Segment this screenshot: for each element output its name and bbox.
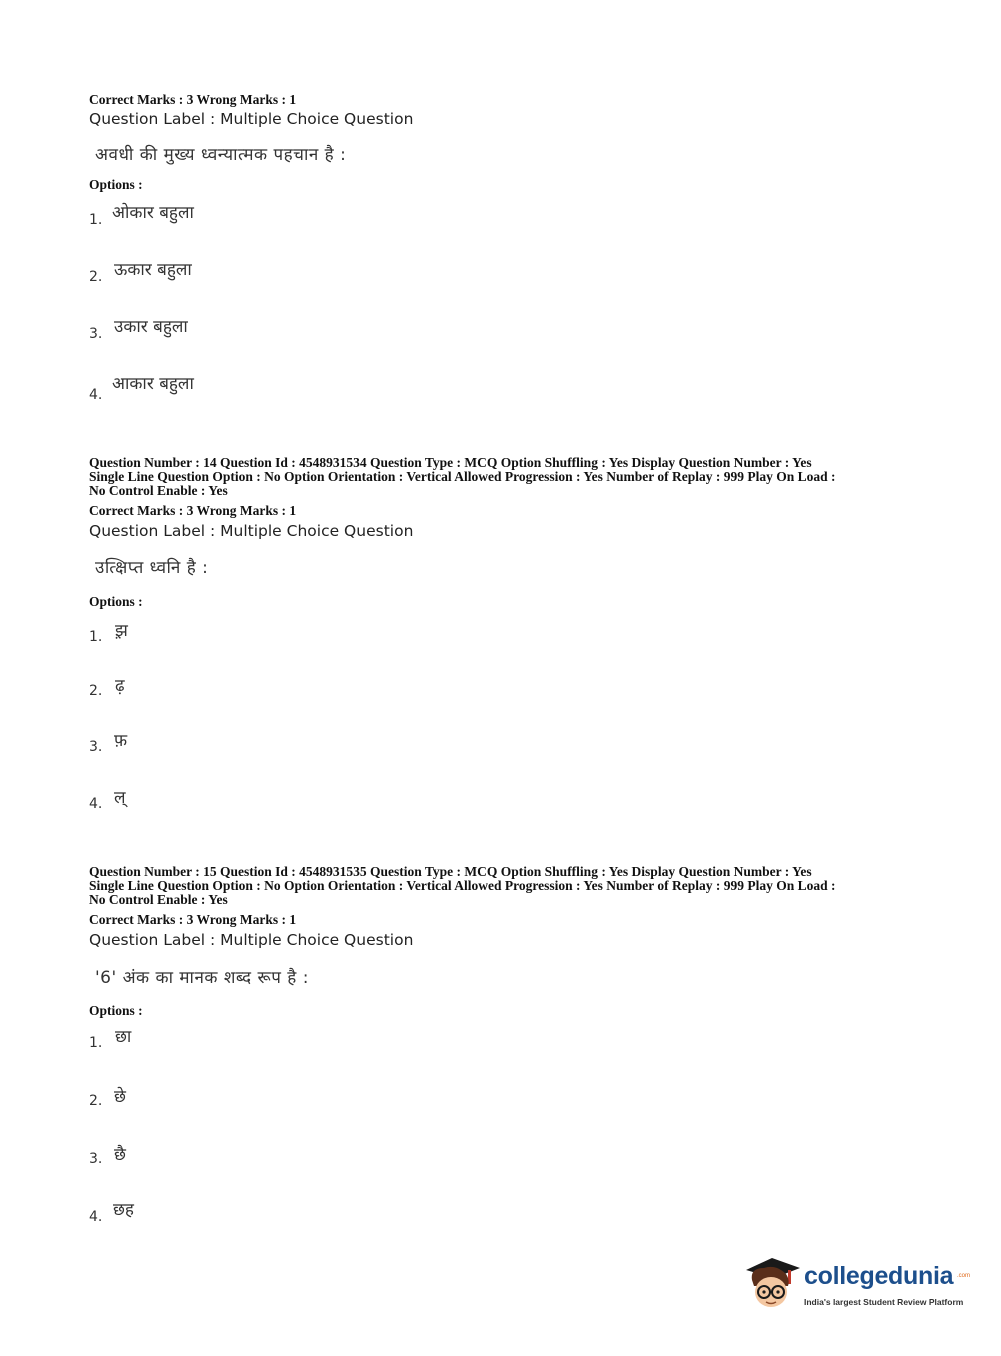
- logo-wordmark: collegedunia: [804, 1262, 954, 1290]
- question-text: उत्क्षिप्त ध्वनि है :: [95, 558, 209, 578]
- marks-info: Correct Marks : 3 Wrong Marks : 1: [89, 92, 297, 107]
- question-meta-line: No Control Enable : Yes: [89, 483, 228, 498]
- option-text: छह: [113, 1200, 134, 1220]
- option-number: 1.: [89, 212, 103, 228]
- marks-info: Correct Marks : 3 Wrong Marks : 1: [89, 503, 297, 518]
- option-number: 1.: [89, 1035, 103, 1051]
- mascot-icon: [742, 1250, 804, 1312]
- options-heading: Options :: [89, 177, 143, 192]
- option-text: उकार बहुला: [114, 317, 188, 337]
- question-meta-line: No Control Enable : Yes: [89, 892, 228, 907]
- question-label: Question Label : Multiple Choice Question: [89, 110, 414, 128]
- question-label: Question Label : Multiple Choice Question: [89, 522, 414, 540]
- question-meta-line: Single Line Question Option : No Option Orientation : Vertical Allowed Progression : Yes Number of Replay : 999 Play On Load :: [89, 878, 836, 893]
- question-meta-line: Question Number : 15 Question Id : 4548931535 Question Type : MCQ Option Shuffling : Yes Display Question Number : Yes: [89, 864, 812, 879]
- question-meta-line: Question Number : 14 Question Id : 4548931534 Question Type : MCQ Option Shuffling : Yes Display Question Number : Yes: [89, 455, 812, 470]
- option-text: छे: [114, 1087, 126, 1107]
- marks-info: Correct Marks : 3 Wrong Marks : 1: [89, 912, 297, 927]
- logo-suffix: .com: [957, 1273, 971, 1279]
- question-text: अवधी की मुख्य ध्वन्यात्मक पहचान है :: [95, 145, 347, 165]
- collegedunia-logo[interactable]: [742, 1250, 972, 1320]
- option-number: 2.: [89, 269, 103, 285]
- option-text: झ़: [115, 621, 128, 641]
- option-text: छै: [114, 1145, 126, 1165]
- option-number: 3.: [89, 326, 103, 342]
- option-number: 4.: [89, 387, 103, 403]
- option-number: 2.: [89, 1093, 103, 1109]
- option-text: फ़: [114, 731, 128, 751]
- options-heading: Options :: [89, 594, 143, 609]
- option-number: 4.: [89, 1209, 103, 1225]
- question-meta-line: Single Line Question Option : No Option Orientation : Vertical Allowed Progression : Yes Number of Replay : 999 Play On Load :: [89, 469, 836, 484]
- option-number: 2.: [89, 683, 103, 699]
- option-text: ओकार बहुला: [112, 203, 194, 223]
- option-text: ल्: [114, 788, 126, 808]
- question-label: Question Label : Multiple Choice Question: [89, 931, 414, 949]
- option-text: ऊकार बहुला: [114, 260, 192, 280]
- option-text: आकार बहुला: [112, 374, 194, 394]
- option-number: 4.: [89, 796, 103, 812]
- option-text: छा: [115, 1027, 132, 1047]
- option-number: 3.: [89, 1151, 103, 1167]
- options-heading: Options :: [89, 1003, 143, 1018]
- question-text: '6' अंक का मानक शब्द रूप है :: [95, 968, 309, 988]
- option-text: ढ़: [115, 676, 125, 696]
- option-number: 1.: [89, 629, 103, 645]
- logo-tagline: India's largest Student Review Platform: [804, 1297, 964, 1307]
- option-number: 3.: [89, 739, 103, 755]
